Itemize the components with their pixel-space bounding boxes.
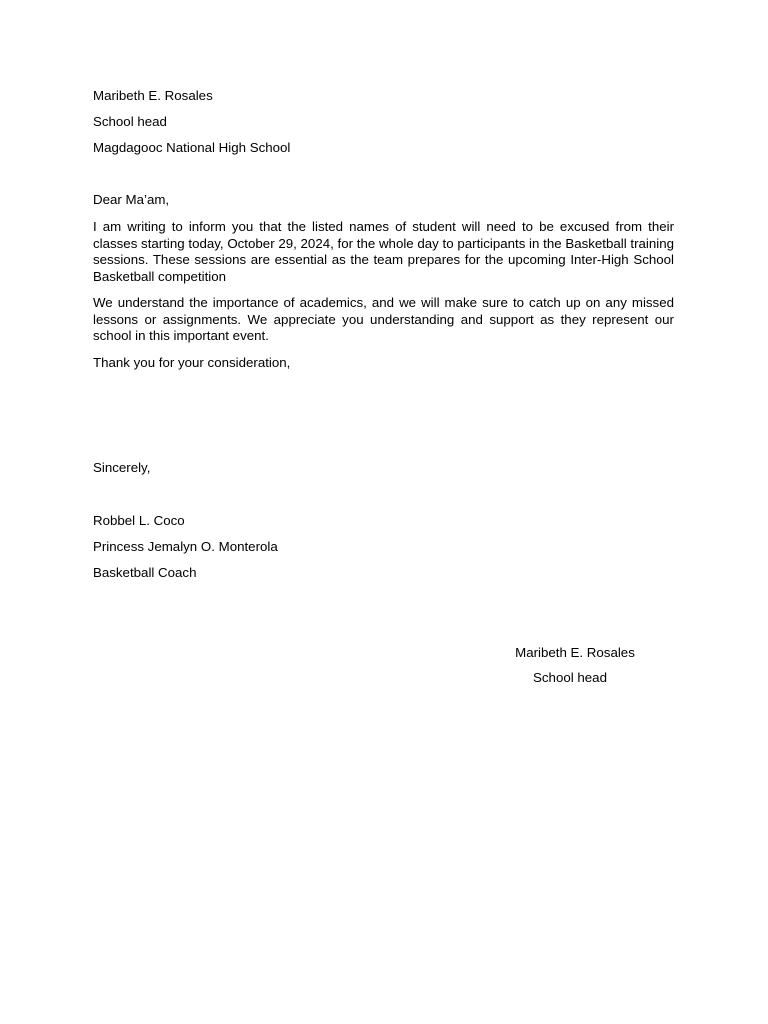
approver-name: Maribeth E. Rosales: [515, 645, 635, 660]
approver-position: School head: [533, 670, 607, 685]
body-paragraph-2: We understand the importance of academics, and we will make sure to catch up on any missed lessons or assignments. We appreciate you understanding and support as they represent our school in this important event.: [93, 295, 674, 343]
recipient-name: Maribeth E. Rosales: [93, 88, 213, 103]
sender-title: Basketball Coach: [93, 565, 197, 580]
sender-name-2: Princess Jemalyn O. Monterola: [93, 539, 278, 554]
recipient-position: School head: [93, 114, 167, 129]
body-paragraph-1: I am writing to inform you that the listed names of student will need to be excused from their classes starting today, October 29, 2024, for the whole day to participants in the Basketball training sessions. These sessions are essential as the team prepares for the upcoming Inter-High School Basketball competition: [93, 219, 674, 284]
thanks-line: Thank you for your consideration,: [93, 355, 291, 370]
closing: Sincerely,: [93, 460, 151, 475]
recipient-school: Magdagooc National High School: [93, 140, 291, 155]
sender-name-1: Robbel L. Coco: [93, 513, 185, 528]
salutation: Dear Ma’am,: [93, 192, 170, 207]
